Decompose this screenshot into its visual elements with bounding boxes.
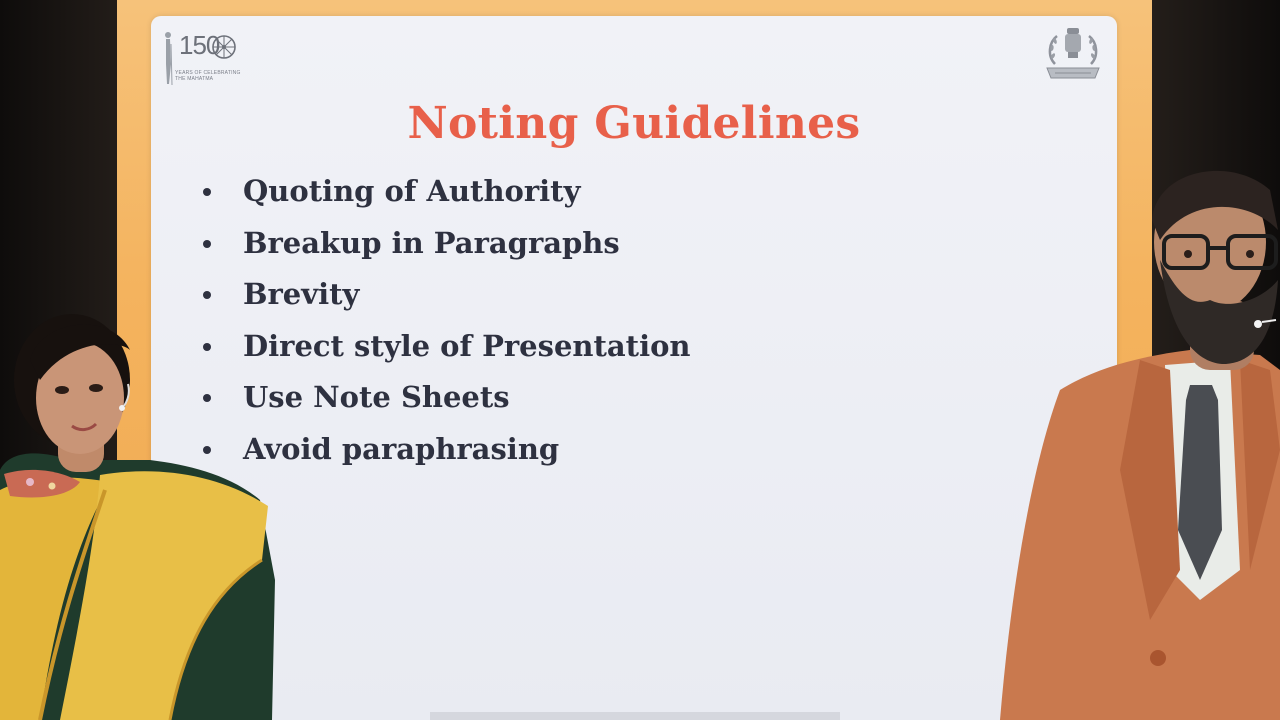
state-emblem-crest-icon [1037, 20, 1109, 92]
logo-150-number: 150 [179, 30, 220, 60]
bullet-dot-icon [203, 188, 211, 196]
bullet-text: Use Note Sheets [243, 380, 510, 414]
man-presenter-icon [1000, 150, 1280, 720]
gandhi-150-logo-icon [161, 24, 241, 104]
charkha-wheel-icon [211, 34, 237, 60]
woman-presenter-icon [0, 260, 280, 720]
bullet-text: Brevity [243, 277, 360, 311]
bullet-text: Breakup in Paragraphs [243, 225, 620, 260]
bullet-dot-icon [203, 240, 211, 248]
gandhi-figure-icon [163, 30, 173, 86]
bullet-item [203, 168, 691, 220]
screen-bottom-bezel [430, 712, 840, 720]
bullet-text: Direct style of Presentation [243, 328, 691, 363]
slide-title: Noting Guidelines [407, 98, 861, 149]
bullet-text: Avoid paraphrasing [243, 431, 560, 466]
bullet-text: Quoting of Authority [243, 174, 581, 208]
logo-caption: YEARS OF CELEBRATING THE MAHATMA [175, 70, 241, 82]
presentation-slide [151, 16, 1117, 720]
